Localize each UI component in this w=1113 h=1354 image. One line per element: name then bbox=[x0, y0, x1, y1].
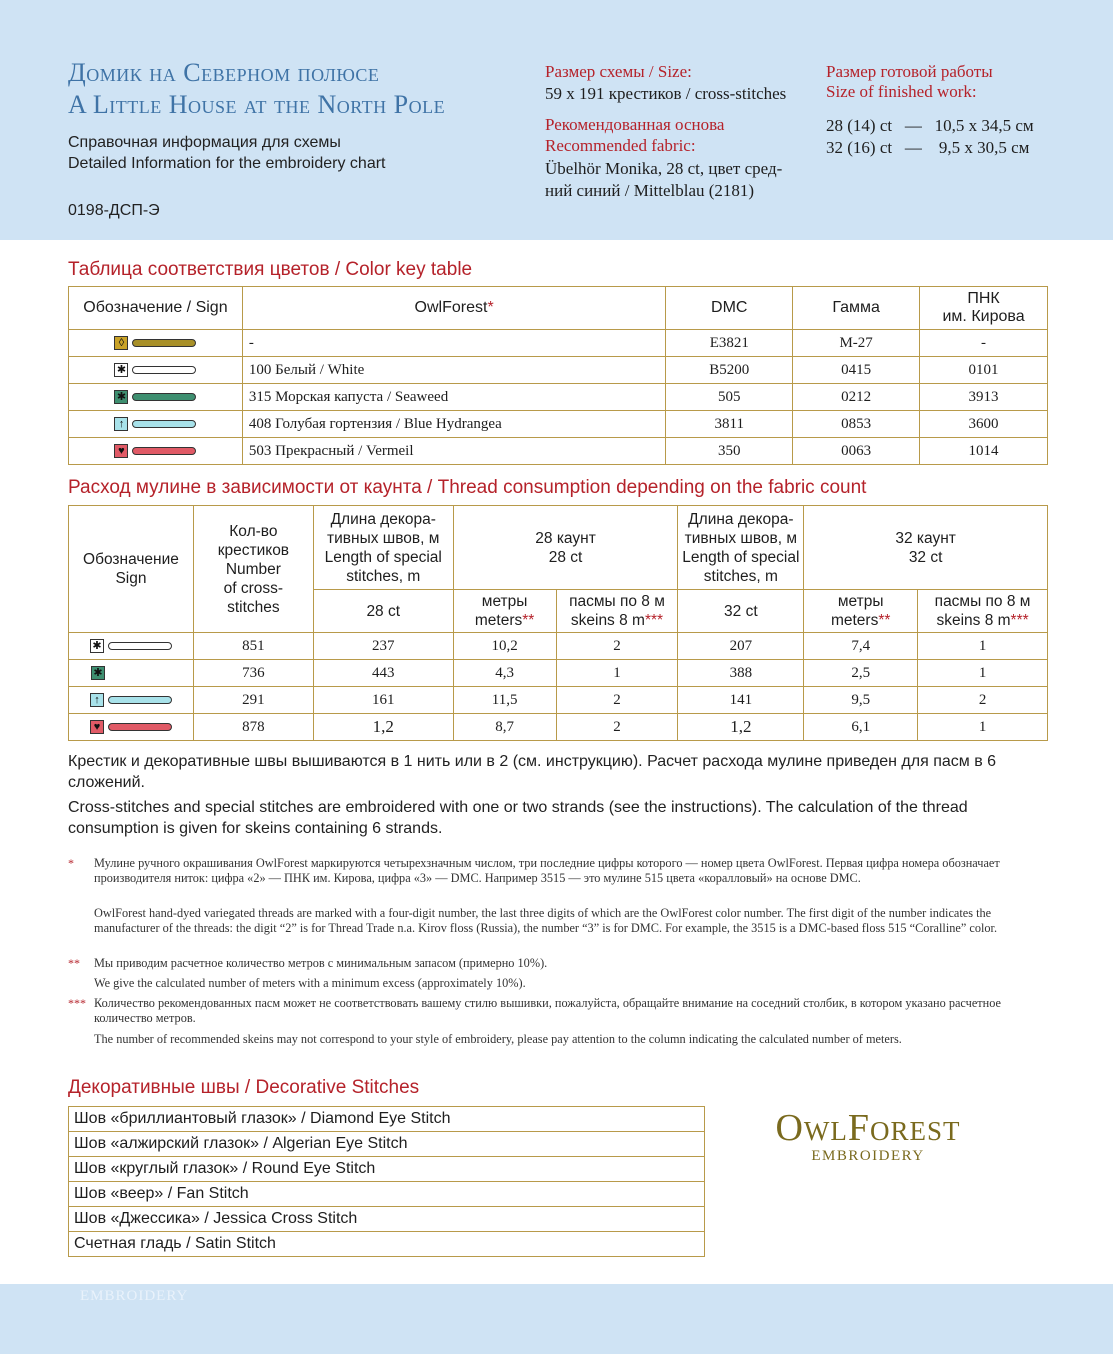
meters-28-cell: 11,5 bbox=[453, 687, 556, 714]
footnote-3-en: The number of recommended skeins may not correspond to your style of embroidery, please pay attention to the column indicating the calculated number of meters. bbox=[94, 1032, 902, 1046]
table-row bbox=[69, 438, 1048, 465]
footnote-2-en: We give the calculated number of meters with a minimum excess (approximately 10%). bbox=[94, 976, 526, 990]
length-28-cell: 443 bbox=[313, 660, 453, 687]
logo-sub: EMBROIDERY bbox=[811, 1148, 925, 1164]
footnote-1-ru: Мулине ручного окрашивания OwlForest маркируются четырехзначным числом, три последние цифры которого — номер цвета OwlForest. Первая цифра номера обозначает производителя ниток: цифра «2» — ПНК им. Кирова, цифра «3» — DMC. Например 3515 — это мулине 515 цвета «коралловый» на основе DMC. bbox=[94, 856, 1000, 885]
col-32ct: 32 ct bbox=[678, 590, 804, 633]
thread-color-swatch bbox=[132, 339, 196, 347]
finished-label-ru: Размер готовой работы bbox=[826, 62, 993, 81]
thread-color-swatch bbox=[108, 723, 172, 731]
meters-28-cell: 8,7 bbox=[453, 714, 556, 741]
col-sign: Обозначение / Sign bbox=[69, 287, 243, 330]
list-item bbox=[69, 1107, 705, 1132]
color-key-title: Таблица соответствия цветов / Color key table bbox=[68, 259, 473, 280]
table-row bbox=[69, 714, 1048, 741]
fabric-label-en: Recommended fabric: bbox=[545, 136, 696, 155]
thread-color-swatch bbox=[132, 366, 196, 374]
sign-cell bbox=[69, 687, 194, 714]
pnk-cell: 3600 bbox=[920, 411, 1048, 438]
stitch-symbol-icon: ✱ bbox=[90, 639, 104, 653]
stitch-symbol-icon: ↑ bbox=[90, 693, 104, 707]
count-cell: 878 bbox=[193, 714, 313, 741]
col-gamma: Гамма bbox=[793, 287, 920, 330]
col-meters-28: метры meters** bbox=[453, 590, 556, 633]
gamma-cell: 0853 bbox=[793, 411, 920, 438]
col-skeins-32: пасмы по 8 м skeins 8 m*** bbox=[918, 590, 1048, 633]
meters-32-cell: 7,4 bbox=[804, 633, 918, 660]
table-row bbox=[69, 687, 1048, 714]
footnote-1-en: OwlForest hand-dyed variegated threads are marked with a four-digit number, the last three digits of which are the OwlForest color number. The first digit of the number indicates the manufacturer of the threads: the digit “2” is for Thread Trade n.a. Kirov floss (Russia), the number “3” is for DMC. For example, the 3515 is a DMC-based floss 515 “Coralline” color. bbox=[94, 906, 998, 935]
length-28-cell: 161 bbox=[313, 687, 453, 714]
note-para-ru: Крестик и декоративные швы вышиваются в 1 нить или в 2 (см. инструкцию). Расчет расхода мулине приведен для пасм в 6 сложений. bbox=[68, 753, 997, 791]
list-item bbox=[69, 1232, 705, 1257]
gamma-cell: 0063 bbox=[793, 438, 920, 465]
title-en: A Little House at the North Pole bbox=[68, 90, 446, 119]
table-row bbox=[69, 411, 1048, 438]
count-cell: 851 bbox=[193, 633, 313, 660]
meters-32-cell: 2,5 bbox=[804, 660, 918, 687]
col-pnk: ПНК им. Кирова bbox=[920, 287, 1048, 330]
col-skeins-28: пасмы по 8 м skeins 8 m*** bbox=[556, 590, 678, 633]
thread-color-swatch bbox=[132, 420, 196, 428]
finished-row-32: 32 (16) ct — 9,5 x 30,5 см bbox=[826, 138, 1030, 157]
footnote-3-ru: Количество рекомендованных пасм может не соответствовать вашему стилю вышивки, пожалуйста, обращайте внимание на соседний столбик, в котором указано расчетное количество метров. bbox=[94, 996, 1002, 1025]
decorative-stitch-name: Шов «веер» / Fan Stitch bbox=[69, 1182, 705, 1207]
table-row bbox=[69, 330, 1048, 357]
subtitle-en: Detailed Information for the embroidery chart bbox=[68, 155, 386, 172]
thread-color-swatch bbox=[132, 393, 196, 401]
skeins-28-cell: 2 bbox=[556, 633, 678, 660]
finished-row-28: 28 (14) ct — 10,5 x 34,5 см bbox=[826, 116, 1034, 135]
size-value: 59 x 191 крестиков / cross-stitches bbox=[545, 84, 787, 103]
thread-color-swatch bbox=[108, 642, 172, 650]
count-cell: 291 bbox=[193, 687, 313, 714]
meters-28-cell: 10,2 bbox=[453, 633, 556, 660]
gamma-cell: M-27 bbox=[793, 330, 920, 357]
col-group-28: 28 каунт 28 ct bbox=[453, 506, 678, 590]
decorative-stitch-name: Шов «круглый глазок» / Round Eye Stitch bbox=[69, 1157, 705, 1182]
table-row bbox=[69, 384, 1048, 411]
size-label: Размер схемы / Size: bbox=[545, 62, 692, 81]
list-item bbox=[69, 1132, 705, 1157]
fabric-value-1: Übelhör Monika, 28 ct, цвет сред- bbox=[545, 159, 783, 178]
skeins-32-cell: 2 bbox=[918, 687, 1048, 714]
sign-cell bbox=[69, 384, 243, 411]
stitch-symbol-icon: ✱ bbox=[114, 390, 128, 404]
fabric-value-2: ний синий / Mittelblau (2181) bbox=[545, 181, 755, 200]
sign-cell bbox=[69, 633, 194, 660]
length-28-cell: 237 bbox=[313, 633, 453, 660]
col-meters-32: метры meters** bbox=[804, 590, 918, 633]
consumption-table bbox=[68, 505, 1048, 741]
table-row bbox=[69, 633, 1048, 660]
col-sign: Обозначение Sign bbox=[69, 506, 194, 633]
dmc-cell: 3811 bbox=[666, 411, 793, 438]
skeins-28-cell: 2 bbox=[556, 714, 678, 741]
footnote-mark-2: ** bbox=[68, 956, 80, 970]
owlforest-name-cell: - bbox=[242, 330, 665, 357]
owlforest-name-cell: 503 Прекрасный / Vermeil bbox=[242, 438, 665, 465]
length-32-cell: 207 bbox=[678, 633, 804, 660]
decorative-table bbox=[68, 1106, 705, 1257]
list-item bbox=[69, 1157, 705, 1182]
dmc-cell: 350 bbox=[666, 438, 793, 465]
footnote-mark-3: *** bbox=[68, 996, 86, 1010]
gamma-cell: 0212 bbox=[793, 384, 920, 411]
sign-cell bbox=[69, 330, 243, 357]
owlforest-name-cell: 100 Белый / White bbox=[242, 357, 665, 384]
owlforest-name-cell: 315 Морская капуста / Seaweed bbox=[242, 384, 665, 411]
fabric-label-ru: Рекомендованная основа bbox=[545, 115, 725, 134]
col-owlforest: OwlForest* bbox=[242, 287, 665, 330]
col-28ct: 28 ct bbox=[313, 590, 453, 633]
consumption-title: Расход мулине в зависимости от каунта / Thread consumption depending on the fabric count bbox=[68, 477, 867, 498]
pnk-cell: 1014 bbox=[920, 438, 1048, 465]
footnote-mark-1: * bbox=[68, 856, 74, 870]
dmc-cell: 505 bbox=[666, 384, 793, 411]
title-ru: Домик на Северном полюсе bbox=[68, 58, 380, 87]
gamma-cell: 0415 bbox=[793, 357, 920, 384]
decorative-stitch-name: Шов «Джессика» / Jessica Cross Stitch bbox=[69, 1207, 705, 1232]
dmc-cell: B5200 bbox=[666, 357, 793, 384]
sign-cell bbox=[69, 438, 243, 465]
decorative-stitch-name: Шов «алжирский глазок» / Algerian Eye Stitch bbox=[69, 1132, 705, 1157]
col-length-32: Длина декора- тивных швов, м Length of special stitches, m bbox=[678, 506, 804, 590]
color-key-table bbox=[68, 286, 1048, 465]
table-row bbox=[69, 660, 1048, 687]
logo-main: OwlForest bbox=[775, 1107, 961, 1149]
col-length-28: Длина декора- тивных швов, м Length of special stitches, m bbox=[313, 506, 453, 590]
list-item bbox=[69, 1207, 705, 1232]
sign-cell bbox=[69, 714, 194, 741]
list-item bbox=[69, 1182, 705, 1207]
footer-ghost-text: EMBROIDERY bbox=[80, 1288, 189, 1304]
meters-32-cell: 9,5 bbox=[804, 687, 918, 714]
meters-32-cell: 6,1 bbox=[804, 714, 918, 741]
skeins-32-cell: 1 bbox=[918, 660, 1048, 687]
pnk-cell: - bbox=[920, 330, 1048, 357]
pnk-cell: 3913 bbox=[920, 384, 1048, 411]
length-32-cell: 1,2 bbox=[678, 714, 804, 741]
length-32-cell: 141 bbox=[678, 687, 804, 714]
decorative-title: Декоративные швы / Decorative Stitches bbox=[68, 1077, 420, 1098]
pnk-cell: 0101 bbox=[920, 357, 1048, 384]
stitch-symbol-icon: ♥ bbox=[114, 444, 128, 458]
length-32-cell: 388 bbox=[678, 660, 804, 687]
length-28-cell: 1,2 bbox=[313, 714, 453, 741]
subtitle-ru: Справочная информация для схемы bbox=[68, 134, 341, 151]
decorative-stitch-name: Счетная гладь / Satin Stitch bbox=[69, 1232, 705, 1257]
skeins-28-cell: 1 bbox=[556, 660, 678, 687]
thread-color-swatch bbox=[108, 696, 172, 704]
col-group-32: 32 каунт 32 ct bbox=[804, 506, 1048, 590]
meters-28-cell: 4,3 bbox=[453, 660, 556, 687]
finished-label-en: Size of finished work: bbox=[826, 82, 977, 101]
skeins-32-cell: 1 bbox=[918, 714, 1048, 741]
thread-color-swatch bbox=[132, 447, 196, 455]
sign-cell bbox=[69, 660, 194, 687]
stitch-symbol-icon: ✱ bbox=[114, 363, 128, 377]
skeins-32-cell: 1 bbox=[918, 633, 1048, 660]
owlforest-name-cell: 408 Голубая гортензия / Blue Hydrangea bbox=[242, 411, 665, 438]
chart-code: 0198-ДСП-Э bbox=[68, 202, 160, 219]
col-dmc: DMC bbox=[666, 287, 793, 330]
stitch-symbol-icon: ✱ bbox=[91, 666, 105, 680]
note-para-en: Cross-stitches and special stitches are embroidered with one or two strands (see the instructions). The calculation of the thread consumption is given for skeins containing 6 strands. bbox=[68, 799, 968, 837]
col-count: Кол-во крестиков Number of cross- stitches bbox=[193, 506, 313, 633]
dmc-cell: E3821 bbox=[666, 330, 793, 357]
count-cell: 736 bbox=[193, 660, 313, 687]
table-row bbox=[69, 357, 1048, 384]
stitch-symbol-icon: ♥ bbox=[90, 720, 104, 734]
footnote-2-ru: Мы приводим расчетное количество метров с минимальным запасом (примерно 10%). bbox=[94, 956, 548, 970]
owlforest-logo bbox=[752, 1108, 984, 1165]
sign-cell bbox=[69, 411, 243, 438]
skeins-28-cell: 2 bbox=[556, 687, 678, 714]
decorative-stitch-name: Шов «бриллиантовый глазок» / Diamond Eye Stitch bbox=[69, 1107, 705, 1132]
stitch-symbol-icon: ◊ bbox=[114, 336, 128, 350]
stitch-symbol-icon: ↑ bbox=[114, 417, 128, 431]
sign-cell bbox=[69, 357, 243, 384]
